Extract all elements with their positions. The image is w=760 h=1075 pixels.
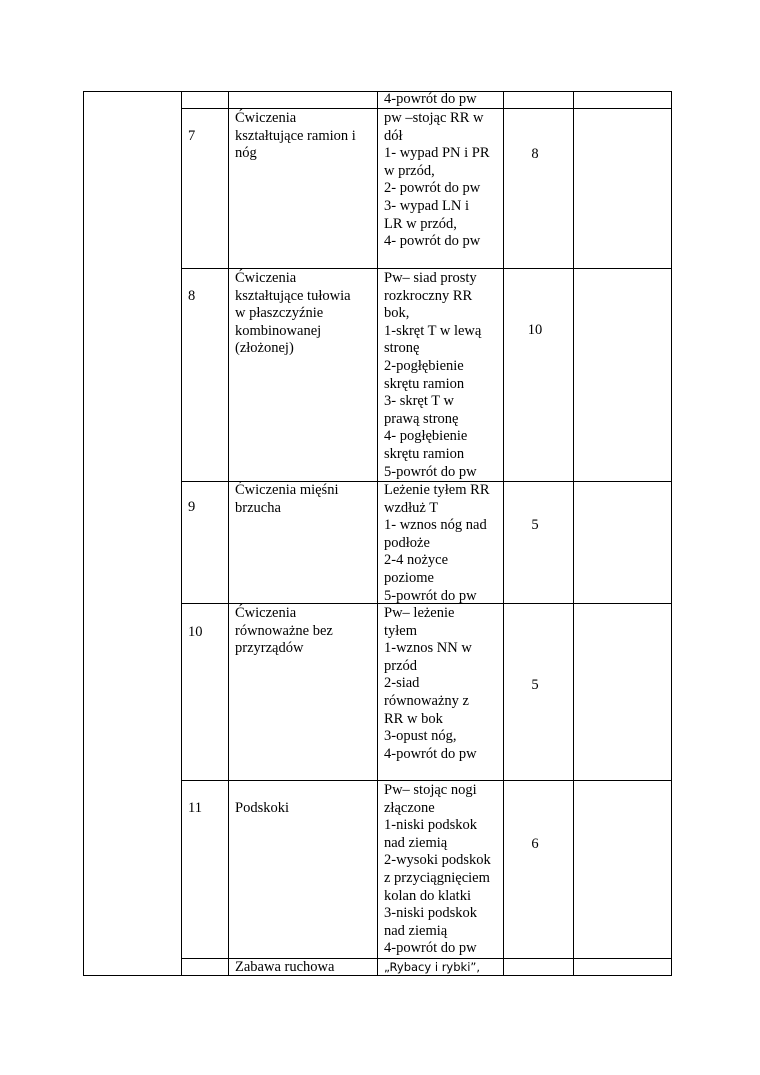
table-cell-number: 10 [188, 624, 203, 640]
table-cell-description: Leżenie tyłem RR wzdłuż T 1- wznos nóg nad podłoże 2-4 nożyce poziome 5-powrót do pw [384, 482, 490, 604]
row-divider [181, 780, 672, 781]
table-cell-name: Ćwiczenia mięśni brzucha [235, 482, 339, 516]
table-cell-number: 7 [188, 128, 196, 144]
table-cell-description: Pw– stojąc nogi złączone 1-niski podskok nad ziemią 2-wysoki podskok z przyciągnięciem kolan do klatki 3-niski podskok nad ziemią 4-powrót do pw [384, 782, 491, 957]
column-divider [228, 91, 229, 976]
table-cell-count: 10 [527, 322, 543, 338]
table-cell-count: 6 [531, 836, 539, 852]
table-cell-name: Ćwiczenia równoważne bez przyrządów [235, 605, 333, 657]
table-cell-name: Ćwiczenia kształtujące ramion i nóg [235, 110, 356, 162]
row-divider [181, 268, 672, 269]
table-cell-count: 8 [531, 146, 539, 162]
table-cell-name: Ćwiczenia kształtujące tułowia w płaszczyźnie kombinowanej (złożonej) [235, 270, 351, 357]
table-cell-count: 5 [531, 677, 539, 693]
table-cell-name: Zabawa ruchowa [235, 959, 335, 975]
table-cell-description: Pw– siad prosty rozkroczny RR bok, 1-skręt T w lewą stronę 2-pogłębienie skrętu ramion 3- skręt T w prawą stronę 4- pogłębienie skrętu ramion 5-powrót do pw [384, 270, 482, 480]
column-divider [573, 91, 574, 976]
table-cell-description: Pw– leżenie tyłem 1-wznos NN w przód 2-siad równoważny z RR w bok 3-opust nóg, 4-powrót do pw [384, 605, 477, 762]
table-cell-number: 11 [188, 800, 202, 816]
column-divider [181, 91, 182, 976]
table-cell-number: 9 [188, 499, 196, 515]
table-cell-count: 5 [531, 517, 539, 533]
table-cell-description: 4-powrót do pw [384, 91, 477, 107]
table-cell-name: Podskoki [235, 800, 289, 816]
table-cell-description: „Rybacy i rybki”, [384, 960, 480, 974]
table-cell-number: 8 [188, 288, 196, 304]
column-divider [377, 91, 378, 976]
table-cell-description: pw –stojąc RR w dół 1- wypad PN i PR w przód, 2- powrót do pw 3- wypad LN i LR w przód, 4- powrót do pw [384, 110, 490, 250]
